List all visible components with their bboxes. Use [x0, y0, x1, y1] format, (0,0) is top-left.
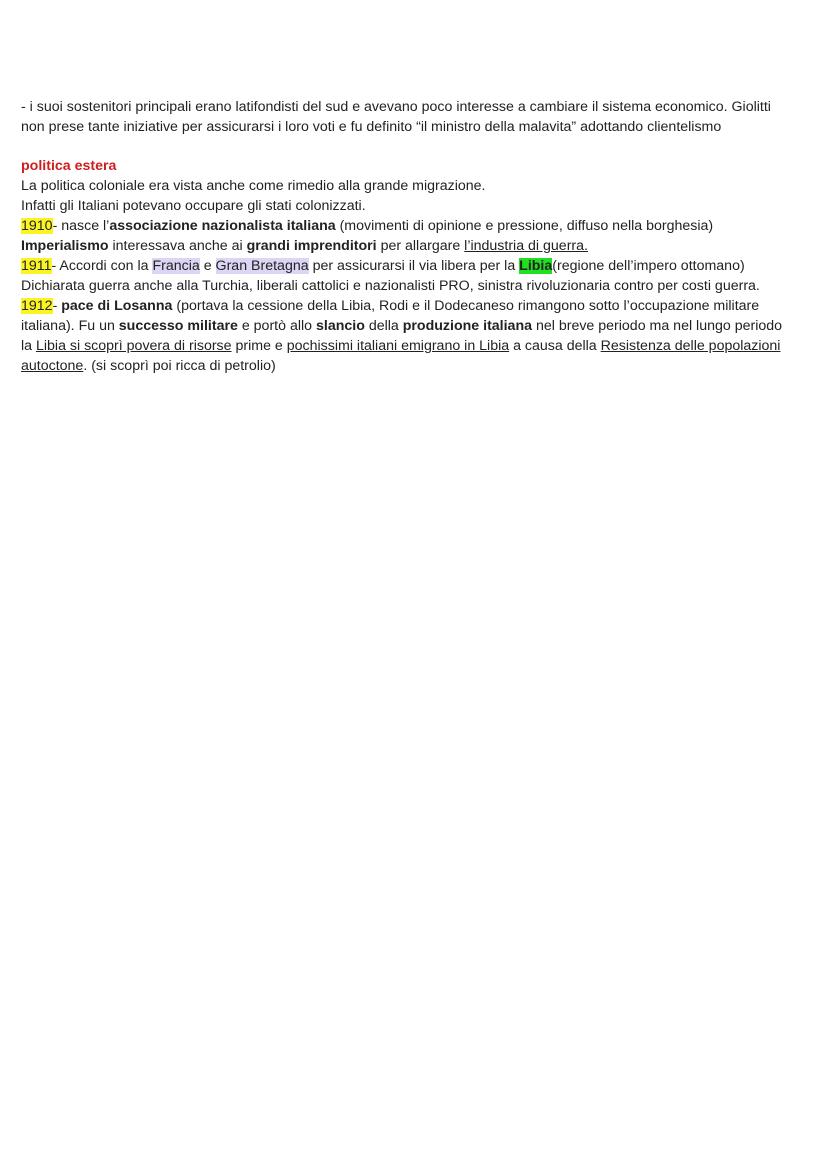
- line-1912-cont: [21, 316, 811, 336]
- section-body: [21, 176, 811, 376]
- year-1911-highlight: 1911: [21, 258, 52, 274]
- line-1912-end: [21, 356, 811, 376]
- line-1911: [21, 256, 811, 276]
- text: (movimenti di opinione e pressione, diffuso nella borghesia): [335, 218, 714, 234]
- text: . (si scoprì poi ricca di petrolio): [83, 358, 276, 374]
- bold-term: associazione nazionalista italiana: [109, 218, 336, 234]
- document-page: [21, 97, 811, 376]
- italians-line: Infatti gli Italiani potevano occupare gli stati colonizzati.: [21, 198, 366, 214]
- text: - nasce l’: [52, 218, 110, 234]
- text: per assicurarsi il via libera per la: [308, 258, 520, 274]
- line-1912-libia: [21, 336, 811, 356]
- text: interessava anche ai: [108, 238, 247, 254]
- text: -: [52, 298, 62, 314]
- underlined-term: l’industria di guerra.: [464, 238, 588, 254]
- text: e portò allo: [237, 318, 316, 334]
- colonial-policy-line: La politica coloniale era vista anche come rimedio alla grande migrazione.: [21, 178, 486, 194]
- bold-term: successo militare: [118, 318, 238, 334]
- francia-highlight: Francia: [152, 258, 200, 274]
- underlined-term: Resistenza delle popolazioni: [600, 338, 781, 354]
- text: la: [21, 338, 36, 354]
- text: italiana). Fu un: [21, 318, 119, 334]
- text: a causa della: [509, 338, 601, 354]
- text: - Accordi con la: [51, 258, 153, 274]
- text: (portava la cessione della Libia, Rodi e il Dodecaneso rimangono sotto l’occupazione militare: [172, 298, 760, 314]
- text: e: [199, 258, 216, 274]
- intro-line-2: non prese tante iniziative per assicurarsi i loro voti e fu definito “il ministro della malavita” adottando clientelismo: [21, 119, 722, 135]
- bold-term: slancio: [315, 318, 365, 334]
- gran-bretagna-highlight: Gran Bretagna: [215, 258, 309, 274]
- text: della: [364, 318, 403, 334]
- imperialism-line: [21, 236, 811, 256]
- line-1910: [21, 216, 811, 236]
- section-heading: politica estera: [21, 158, 117, 174]
- year-1912-highlight: 1912: [21, 298, 53, 314]
- text: (regione dell’impero ottomano): [552, 258, 745, 274]
- intro-paragraph: [21, 97, 811, 137]
- bold-term: Imperialismo: [21, 238, 109, 254]
- war-declaration-line: Dichiarata guerra anche alla Turchia, liberali cattolici e nazionalisti PRO, sinistra rivoluzionaria contro per costi guerra.: [21, 278, 760, 294]
- text: nel breve periodo ma nel lungo periodo: [532, 318, 783, 334]
- year-1910-highlight: 1910: [21, 218, 53, 234]
- bold-term: pace di Losanna: [61, 298, 173, 314]
- text: prime e: [231, 338, 287, 354]
- line-1912: [21, 296, 811, 316]
- underlined-term: autoctone: [21, 358, 84, 374]
- bold-term: grandi imprenditori: [246, 238, 377, 254]
- text: per allargare: [376, 238, 465, 254]
- underlined-term: Libia si scoprì povera di risorse: [35, 338, 232, 354]
- bold-term: produzione italiana: [402, 318, 533, 334]
- underlined-term: pochissimi italiani emigrano in Libia: [286, 338, 510, 354]
- libia-highlight: Libia: [519, 258, 553, 274]
- intro-line-1: - i suoi sostenitori principali erano latifondisti del sud e avevano poco interesse a cambiare il sistema economico. Giolitti: [21, 99, 771, 115]
